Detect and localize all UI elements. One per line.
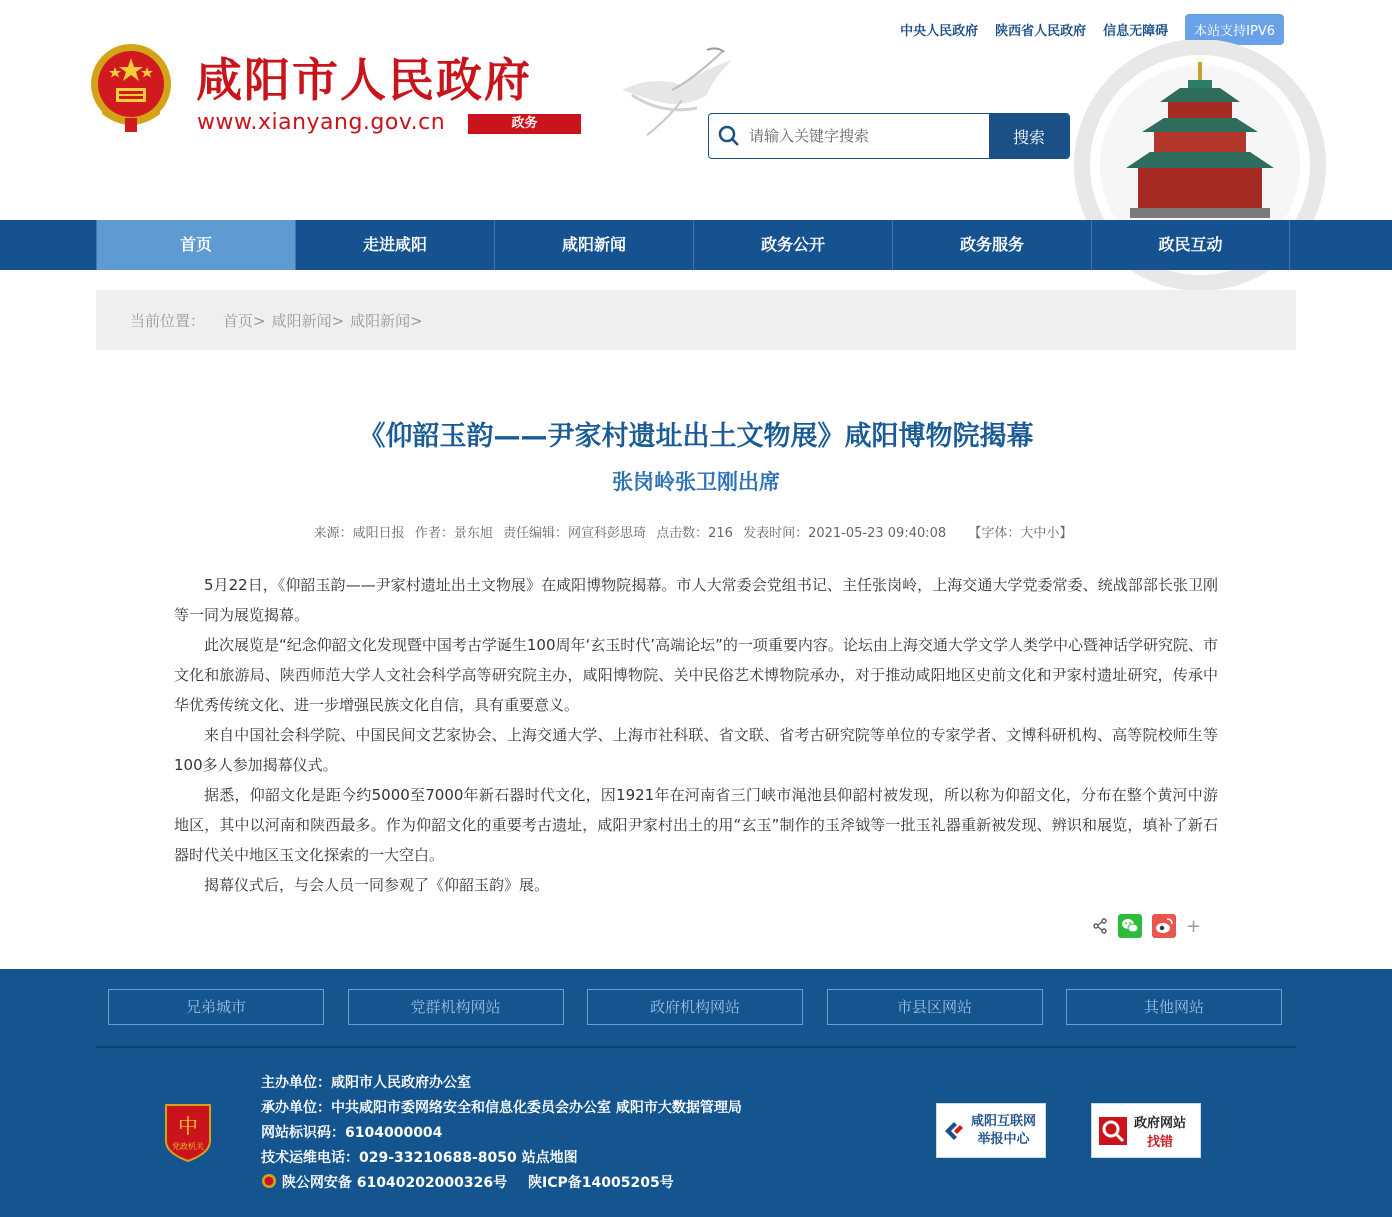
nav-item-news[interactable]: 咸阳新闻	[494, 220, 693, 270]
footer-link-party-orgs[interactable]: 党群机构网站	[348, 989, 564, 1025]
site-title: 咸阳市人民政府	[196, 53, 532, 107]
search-icon	[709, 114, 749, 158]
findbug-icon	[1098, 1116, 1128, 1146]
article-paragraph: 揭幕仪式后，与会人员一同参观了《仰韶玉韵》展。	[204, 876, 550, 894]
nav-item-about[interactable]: 走进咸阳	[295, 220, 494, 270]
search-button[interactable]: 搜索	[989, 114, 1069, 158]
report-center-badge[interactable]	[936, 1103, 1046, 1158]
article-paragraph: 5月22日，《仰韶玉韵——尹家村遗址出土文物展》在咸阳博物院揭幕。市人大常委会党组书记、主任张岗岭，上海交通大学党委常委、统战部部长张卫刚等一同为展览揭幕。	[174, 576, 1218, 624]
article-title: 《仰韶玉韵——尹家村遗址出土文物展》咸阳博物院揭幕	[358, 421, 1034, 452]
share-icon[interactable]	[1092, 918, 1108, 934]
report-center-line1: 咸阳互联网	[971, 1113, 1037, 1129]
nav-item-service[interactable]: 政务服务	[892, 220, 1091, 270]
meta-clicks: 点击数：216	[656, 526, 733, 541]
nav-item-interaction[interactable]: 政民互动	[1091, 220, 1290, 270]
footer-organizer: 承办单位：中共咸阳市委网络安全和信息化委员会办公室 咸阳市大数据管理局	[261, 1100, 742, 1116]
police-badge-icon	[261, 1175, 282, 1191]
findbug-line2: 找错	[1147, 1134, 1174, 1150]
article-subtitle: 张岗岭张卫刚出席	[612, 470, 780, 494]
meta-date: 发表时间：2021-05-23 09:40:08	[743, 526, 947, 541]
footer-host: 主办单位：咸阳市人民政府办公室	[261, 1075, 471, 1091]
site-footer	[0, 969, 1392, 1217]
main-nav	[0, 220, 1392, 270]
article-paragraph: 据悉，仰韶文化是距今约5000至7000年新石器时代文化，因1921年在河南省三门峡市渑池县仰韶村被发现，所以称为仰韶文化，分布在整个黄河中游地区，其中以河南和陕西最多。作为仰韶文化的重要考古遗址，咸阳尹家村出土的用“玄玉”制作的玉斧钺等一批玉礼器重新被发现、辨识和展览，填补了新石器时代关中地区玉文化探索的一大空白。	[174, 786, 1218, 864]
top-link-central-gov[interactable]: 中央人民政府	[900, 24, 979, 39]
party-badge-icon[interactable]	[162, 1101, 214, 1163]
findbug-badge[interactable]	[1091, 1103, 1201, 1158]
footer-link-groups	[108, 989, 1306, 1025]
nav-item-home[interactable]: 首页	[96, 220, 295, 270]
meta-editor: 责任编辑：网宣科彭思琦	[502, 526, 646, 541]
ipv6-badge[interactable]: 本站支持IPV6	[1185, 14, 1284, 45]
svg-text:中: 中	[178, 1114, 198, 1138]
report-center-line2: 举报中心	[977, 1131, 1030, 1147]
article-body	[174, 570, 1218, 900]
findbug-text	[1134, 1112, 1186, 1150]
search-input[interactable]	[749, 114, 989, 158]
footer-link-others[interactable]: 其他网站	[1066, 989, 1282, 1025]
party-badge-text: 党政机关	[172, 1142, 204, 1151]
footer-divider	[96, 1046, 1296, 1048]
article-paragraph: 来自中国社会科学院、中国民间文艺家协会、上海交通大学、上海市社科联、省文联、省考古研究院等单位的专家学者、文博科研机构、高等院校师生等100多人参加揭幕仪式。	[174, 726, 1218, 774]
meta-author: 作者：景东旭	[414, 526, 493, 541]
article-meta	[96, 522, 1296, 541]
top-link-shaanxi-gov[interactable]: 陕西省人民政府	[995, 24, 1087, 39]
site-tag: 政务	[468, 114, 581, 134]
nav-item-public[interactable]: 政务公开	[693, 220, 892, 270]
footer-records	[261, 1171, 742, 1196]
meta-source: 来源：咸阳日报	[313, 526, 405, 541]
report-center-icon	[943, 1120, 965, 1142]
weibo-icon[interactable]	[1152, 914, 1176, 938]
site-url: www.xianyang.gov.cn	[197, 110, 446, 135]
search-box	[708, 113, 1070, 159]
article-paragraph: 此次展览是“纪念仰韶文化发现暨中国考古学诞生100周年‘玄玉时代’高端论坛”的一项重要内容。论坛由上海交通大学文学人类学中心暨神话学研究院、市文化和旅游局、陕西师范大学人文社会科学高等研究院主办，咸阳博物院、关中民俗艺术博物院承办，对于推动咸阳地区史前文化和尹家村遗址研究，传承中华优秀传统文化、进一步增强民族文化自信，具有重要意义。	[174, 636, 1218, 714]
top-link-accessibility[interactable]: 信息无障碍	[1103, 24, 1169, 39]
national-emblem-icon	[88, 40, 174, 134]
font-size-switcher[interactable]: 【字体：大中小】	[968, 526, 1073, 541]
footer-link-districts[interactable]: 市县区网站	[827, 989, 1043, 1025]
footer-site-id: 网站标识码：6104000004	[261, 1125, 443, 1141]
breadcrumb-news-sub[interactable]: 咸阳新闻>	[350, 311, 423, 330]
footer-link-sister-cities[interactable]: 兄弟城市	[108, 989, 324, 1025]
site-header	[0, 0, 1392, 220]
icp-record[interactable]: 陕ICP备14005205号	[528, 1175, 674, 1191]
police-record[interactable]: 陕公网安备 61040202000326号	[281, 1175, 508, 1191]
share-more-icon[interactable]: +	[1186, 915, 1202, 937]
share-bar	[1092, 914, 1211, 938]
footer-info	[261, 1071, 742, 1196]
breadcrumb-news[interactable]: 咸阳新闻>	[271, 311, 345, 330]
breadcrumb-home[interactable]: 首页>	[223, 311, 266, 330]
breadcrumb-label: 当前位置：	[130, 311, 206, 330]
footer-support: 技术运维电话：029-33210688-8050 站点地图	[261, 1150, 578, 1166]
findbug-line1: 政府网站	[1134, 1115, 1187, 1131]
report-center-text	[971, 1113, 1036, 1149]
breadcrumb	[96, 290, 1296, 350]
wechat-icon[interactable]	[1118, 914, 1142, 938]
footer-link-gov-orgs[interactable]: 政府机构网站	[587, 989, 803, 1025]
